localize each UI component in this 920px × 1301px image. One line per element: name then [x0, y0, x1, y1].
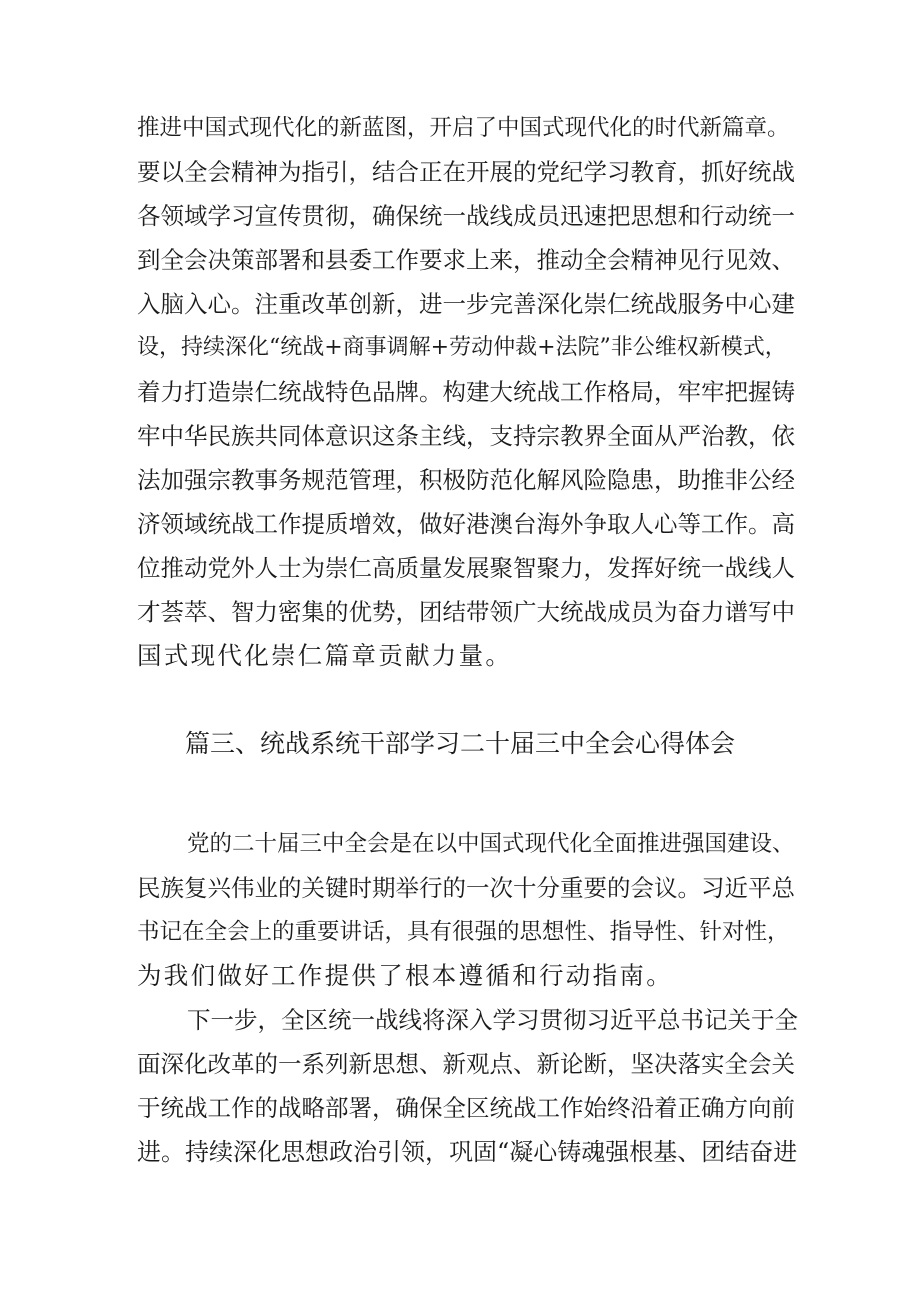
body-text-line: 为我们做好工作提供了根本遵循和行动指南。 — [137, 961, 673, 990]
body-text-line: 各领域学习宣传贯彻，确保统一战线成员迅速把思想和行动统一 — [137, 202, 795, 230]
body-text-line: 书记在全会上的重要讲话，具有很强的思想性、指导性、针对性， — [137, 919, 790, 945]
body-text-line: 进。持续深化思想政治引领，巩固“凝心铸魂强根基、团结奋进 — [137, 1138, 798, 1166]
section-heading: 篇三、统战系统干部学习二十届三中全会心得体会 — [184, 729, 735, 758]
body-text-line: 设，持续深化“统战+商事调解+劳动仲裁+法院”非公维权新模式， — [137, 335, 787, 360]
paragraph-first-line: 下一步，全区统一战线将深入学习贯彻习近平总书记关于全 — [187, 1006, 798, 1034]
body-text-line: 面深化改革的一系列新思想、新观点、新论断，坚决落实全会关 — [137, 1050, 795, 1078]
body-text-line: 位推动党外人士为崇仁高质量发展聚智聚力，发挥好统一战线人 — [137, 554, 795, 582]
body-text-line: 推进中国式现代化的新蓝图，开启了中国式现代化的时代新篇章。 — [137, 115, 790, 141]
body-text-line: 济领域统战工作提质增效，做好港澳台海外争取人心等工作。高 — [137, 510, 795, 538]
body-text-line: 到全会决策部署和县委工作要求上来，推动全会精神见行见效、 — [137, 246, 795, 274]
body-text-line: 于统战工作的战略部署，确保全区统战工作始终沿着正确方向前 — [137, 1094, 795, 1122]
body-text-line: 入脑入心。注重改革创新，进一步完善深化崇仁统战服务中心建 — [137, 290, 795, 318]
body-text-line: 才荟萃、智力密集的优势，团结带领广大统战成员为奋力谱写中 — [137, 598, 795, 626]
body-text-line: 牢中华民族共同体意识这条主线，支持宗教界全面从严治教，依 — [137, 422, 795, 450]
paragraph-first-line: 党的二十届三中全会是在以中国式现代化全面推进强国建设、 — [187, 831, 795, 857]
body-text-line: 法加强宗教事务规范管理，积极防范化解风险隐患，助推非公经 — [137, 466, 795, 494]
body-text-line: 民族复兴伟业的关键时期举行的一次十分重要的会议。习近平总 — [137, 874, 795, 902]
body-text-line: 国式现代化崇仁篇章贡献力量。 — [137, 641, 513, 670]
body-text-line: 着力打造崇仁统战特色品牌。构建大统战工作格局，牢牢把握铸 — [137, 378, 795, 406]
body-text-line: 要以全会精神为指引，结合正在开展的党纪学习教育，抓好统战 — [137, 158, 795, 186]
